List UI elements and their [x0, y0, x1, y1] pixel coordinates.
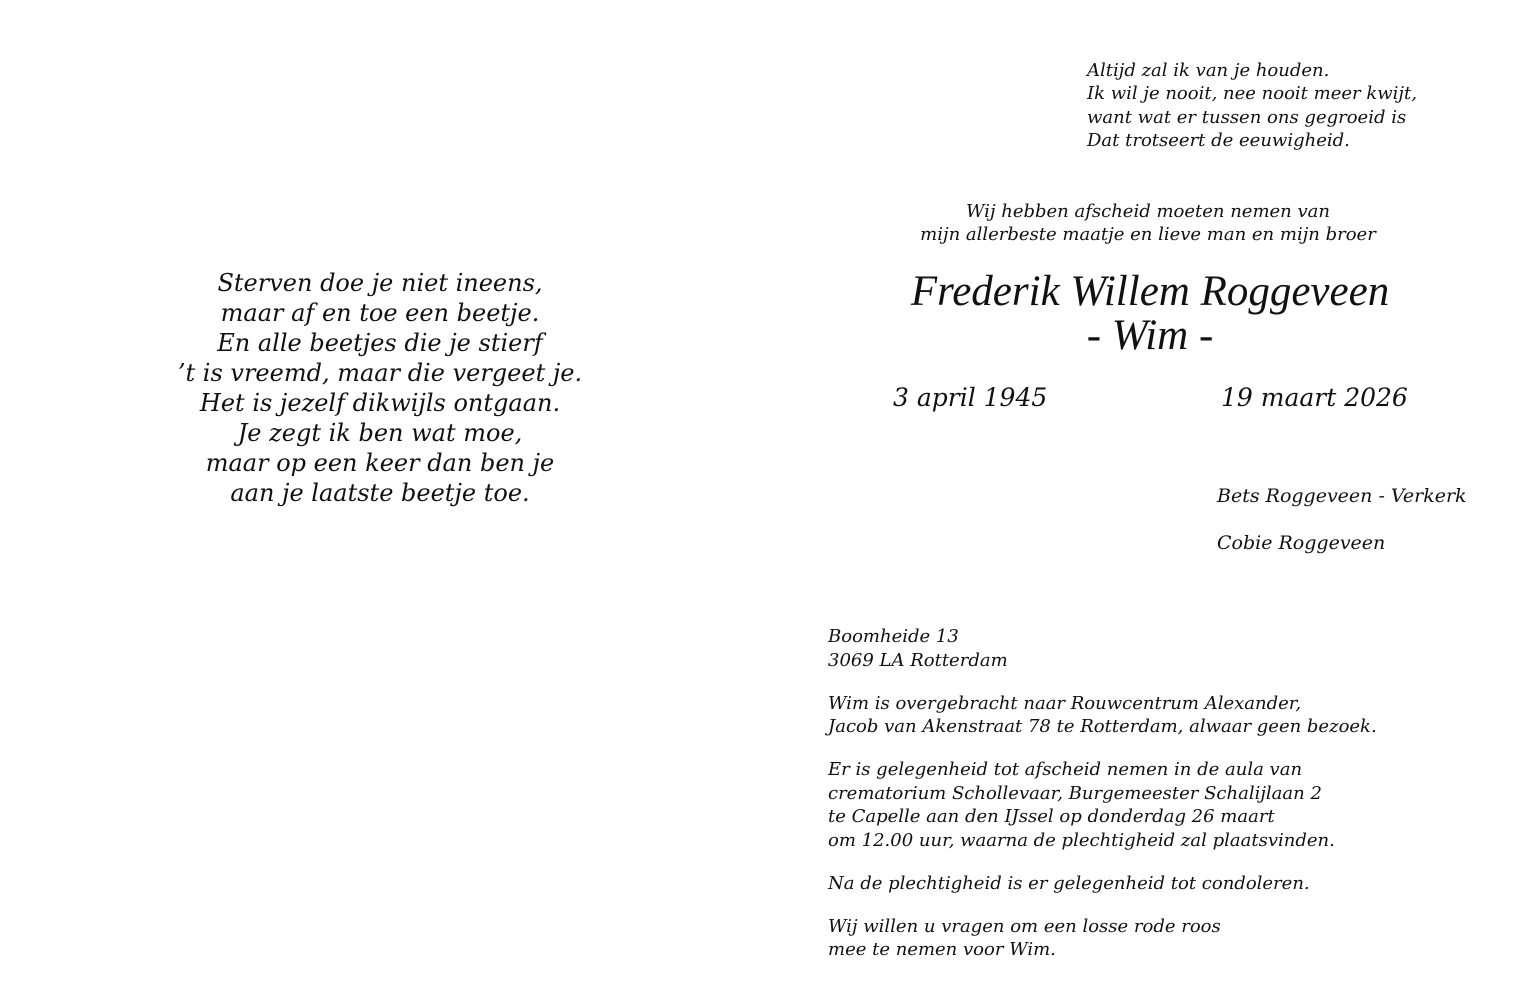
top-poem-line: want wat er tussen ons gegroeid is: [1087, 106, 1407, 128]
relative-name: Bets Roggeveen - Verkerk: [1217, 485, 1467, 507]
request-line: mee te nemen voor Wim.: [828, 939, 1056, 960]
farewell-line: te Capelle aan den IJssel op donderdag 26 maart: [828, 806, 1275, 827]
top-poem-line: Altijd zal ik van je houden.: [1087, 60, 1330, 81]
top-poem-line: Dat trotseert de eeuwigheid.: [1087, 129, 1350, 151]
farewell-info: [828, 758, 1377, 852]
address-line: 3069 LA Rotterdam: [828, 649, 1008, 671]
transfer-line: Jacob van Akenstraat 78 te Rotterdam, alwaar geen bezoek.: [828, 716, 1377, 737]
deceased-nickname: - Wim -: [1086, 312, 1214, 359]
condolence-line: Na de plechtigheid is er gelegenheid tot condoleren.: [828, 872, 1310, 894]
address-line: Boomheide 13: [828, 626, 959, 647]
rose-request: [828, 915, 1377, 962]
left-poem-line: Je zegt ik ben wat moe,: [237, 419, 523, 447]
farewell-line: Er is gelegenheid tot afscheid nemen in de aula van: [828, 759, 1303, 780]
death-date: 19 maart 2026: [1221, 383, 1408, 412]
home-address: [828, 625, 1377, 672]
deceased-name-block: [848, 270, 1452, 358]
left-poem-line: Het is jezelf dikwijls ontgaan.: [199, 389, 561, 417]
left-poem-line: ’t is vreemd, maar die vergeet je.: [177, 359, 583, 387]
left-poem-line: aan je laatste beetje toe.: [230, 479, 530, 507]
left-poem-line: Sterven doe je niet ineens,: [217, 269, 543, 297]
funeral-details: [828, 625, 1377, 962]
birth-date: 3 april 1945: [893, 383, 1048, 412]
left-poem: [130, 268, 630, 508]
left-poem-line: En alle beetjes die je stierf: [217, 329, 543, 357]
condolence-info: [828, 872, 1377, 896]
request-line: Wij willen u vragen om een losse rode roos: [828, 915, 1221, 937]
announcement-intro: [848, 200, 1448, 246]
transfer-line: Wim is overgebracht naar Rouwcentrum Alexander,: [828, 692, 1302, 714]
intro-line: mijn allerbeste maatje en lieve man en mijn broer: [920, 224, 1376, 245]
deceased-full-name: Frederik Willem Roggeveen: [910, 268, 1390, 315]
relative-name: Cobie Roggeveen: [1217, 532, 1386, 554]
intro-line: Wij hebben afscheid moeten nemen van: [966, 201, 1330, 222]
transfer-info: [828, 692, 1377, 739]
top-poem: [1087, 59, 1417, 152]
left-poem-line: maar op een keer dan ben je: [205, 449, 555, 477]
farewell-line: om 12.00 uur, waarna de plechtigheid zal plaatsvinden.: [828, 829, 1335, 851]
left-poem-line: maar af en toe een beetje.: [220, 299, 540, 327]
top-poem-line: Ik wil je nooit, nee nooit meer kwijt,: [1087, 83, 1417, 105]
farewell-line: crematorium Schollevaar, Burgemeester Schalijlaan 2: [828, 782, 1322, 804]
